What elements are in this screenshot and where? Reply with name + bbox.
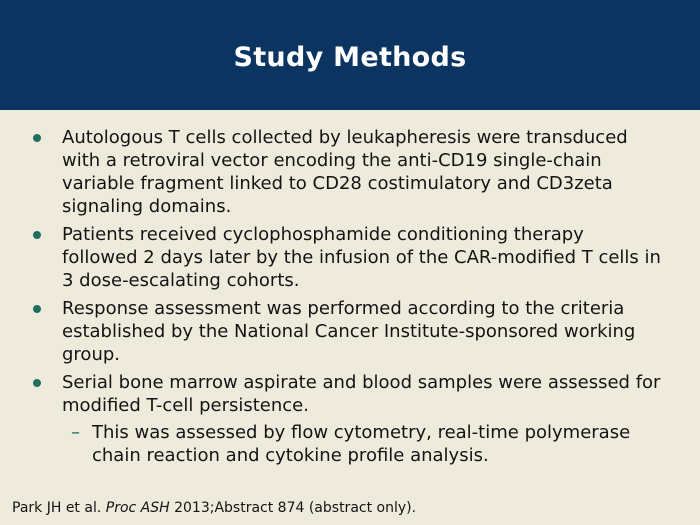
bullet-text: Serial bone marrow aspirate and blood samples were assessed for modified T-cell persistence. xyxy=(62,372,661,416)
bullet-item xyxy=(0,126,662,218)
bullet-dot-icon xyxy=(33,134,41,142)
bullet-item xyxy=(0,371,662,417)
bullet-text: Autologous T cells collected by leukapheresis were transduced with a retroviral vector encoding the anti-CD19 single-chain variable fragment linked to CD28 costimulatory and CD3zeta signaling domains. xyxy=(62,127,628,217)
slide-title: Study Methods xyxy=(233,41,467,73)
bullet-dot-icon xyxy=(33,305,41,313)
bullet-item xyxy=(0,223,662,292)
sub-bullet-text: This was assessed by flow cytometry, real-time polymerase chain reaction and cytokine profile analysis. xyxy=(92,422,631,466)
bullet-dot-icon xyxy=(33,231,41,239)
citation-details: 2013;Abstract 874 (abstract only). xyxy=(174,500,417,516)
slide-body xyxy=(0,126,700,467)
bullet-dot-icon xyxy=(33,379,41,387)
citation xyxy=(12,500,416,516)
dash-icon: – xyxy=(71,422,80,443)
slide-header xyxy=(0,0,700,110)
citation-journal: Proc ASH xyxy=(105,500,170,516)
bullet-item xyxy=(0,297,662,366)
citation-authors: Park JH et al. xyxy=(12,500,102,516)
sub-bullet-item xyxy=(0,421,672,467)
bullet-text: Patients received cyclophosphamide conditioning therapy followed 2 days later by the infusion of the CAR-modified T cells in 3 dose-escalating cohorts. xyxy=(62,224,661,291)
bullet-text: Response assessment was performed according to the criteria established by the National Cancer Institute-sponsored working group. xyxy=(62,298,636,365)
